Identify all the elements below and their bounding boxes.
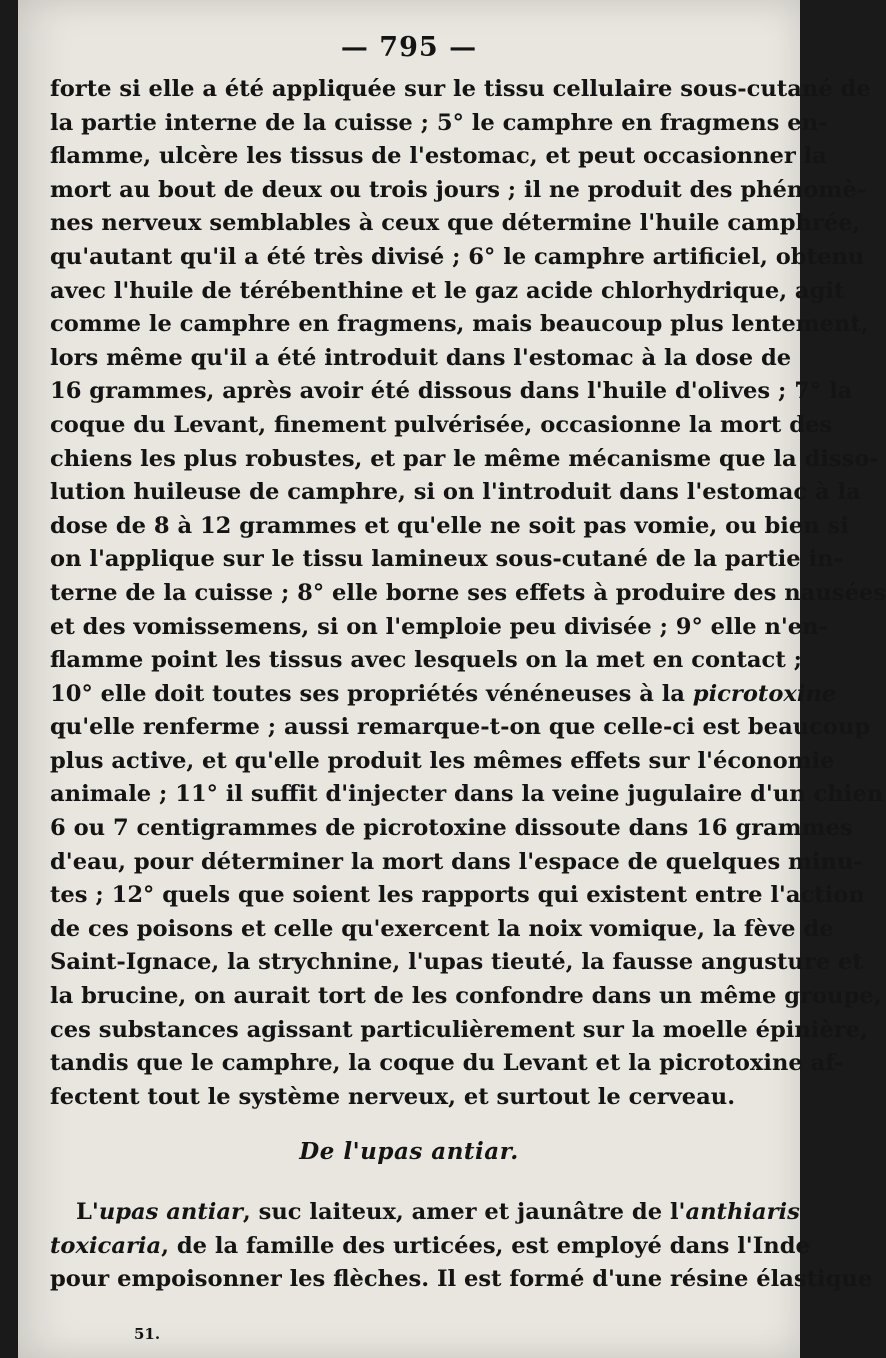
text-line (50, 1230, 810, 1264)
text-line: chiens les plus robustes, et par le même mécanisme que la disso- (50, 445, 879, 472)
italic-term: toxicaria (50, 1232, 162, 1259)
text-run: , de la famille des urticées, est employé dans l'Inde (161, 1232, 810, 1259)
text-line: on l'applique sur le tissu lamineux sous-cutané de la partie in- (50, 546, 843, 573)
body-text (50, 73, 886, 1114)
text-line (50, 678, 837, 712)
text-line: et des vomissemens, si on l'emploie peu divisée ; 9° elle n'en- (50, 613, 828, 640)
text-line: qu'autant qu'il a été très divisé ; 6° le camphre artificiel, obtenu (50, 243, 865, 270)
text-line: qu'elle renferme ; aussi remarque-t-on que celle-ci est beaucoup (50, 714, 871, 741)
text-line: 6 ou 7 centigrammes de picrotoxine dissoute dans 16 grammes (50, 815, 853, 842)
italic-term: picrotoxine (692, 680, 837, 707)
text-line: forte si elle a été appliquée sur le tissu cellulaire sous-cutané de (50, 76, 871, 102)
text-line: dose de 8 à 12 grammes et qu'elle ne soit pas vomie, ou bien si (50, 512, 849, 539)
text-line: tandis que le camphre, la coque du Levant et la picrotoxine af- (50, 1050, 844, 1077)
text-line: Saint-Ignace, la strychnine, l'upas tieuté, la fausse angusture et (50, 949, 863, 976)
text-run: , suc laiteux, amer et jaunâtre de l' (242, 1199, 686, 1225)
text-run: L' (76, 1199, 99, 1225)
text-line: de ces poisons et celle qu'exercent la noix vomique, la fève de (50, 915, 834, 942)
text-line: avec l'huile de térébenthine et le gaz acide chlorhydrique, agit (50, 277, 845, 304)
text-line: la partie interne de la cuisse ; 5° le camphre en fragmens en- (50, 109, 828, 136)
text-run: 10° elle doit toutes ses propriétés vénéneuses à la (50, 680, 693, 707)
text-line: lution huileuse de camphre, si on l'introduit dans l'estomac à la (50, 479, 861, 506)
text-line: 16 grammes, après avoir été dissous dans l'huile d'olives ; 7° la (50, 378, 853, 405)
text-line: flamme point les tissus avec lesquels on la met en contact ; (50, 647, 802, 674)
text-line: tes ; 12° quels que soient les rapports qui existent entre l'action (50, 882, 865, 909)
text-line: plus active, et qu'elle produit les mêmes effets sur l'économie (50, 747, 835, 774)
text-line: pour empoisonner les flèches. Il est formé d'une résine élastique (50, 1266, 873, 1293)
text-line: animale ; 11° il suffit d'injecter dans la veine jugulaire d'un chien (50, 781, 884, 808)
text-line: lors même qu'il a été introduit dans l'estomac à la dose de (50, 344, 792, 371)
text-line: fectent tout le système nerveux, et surtout le cerveau. (50, 1083, 736, 1110)
text-line: coque du Levant, finement pulvérisée, occasionne la mort des (50, 411, 833, 438)
italic-term: anthiaris (685, 1199, 800, 1225)
page-number: — 795 — (340, 32, 478, 63)
text-line: comme le camphre en fragmens, mais beaucoup plus lentement, (50, 311, 869, 338)
text-line (50, 1196, 800, 1230)
text-line: flamme, ulcère les tissus de l'estomac, et peut occasionner la (50, 143, 827, 170)
text-line: ces substances agissant particulièrement sur la moelle épinière, (50, 1016, 868, 1043)
text-line: terne de la cuisse ; 8° elle borne ses effets à produire des nausées (50, 579, 886, 606)
text-line: mort au bout de deux ou trois jours ; il ne produit des phénomè- (50, 176, 867, 203)
book-page (18, 0, 886, 1358)
signature-mark: 51. (134, 1325, 161, 1343)
italic-term: upas antiar (98, 1199, 243, 1225)
text-line: d'eau, pour déterminer la mort dans l'espace de quelques minu- (50, 848, 863, 875)
section-paragraph (50, 1196, 873, 1297)
text-line: la brucine, on aurait tort de les confondre dans un même groupe, (50, 983, 882, 1010)
section-heading: De l'upas antiar. (299, 1138, 519, 1165)
text-line: nes nerveux semblables à ceux que détermine l'huile camphrée, (50, 210, 861, 237)
